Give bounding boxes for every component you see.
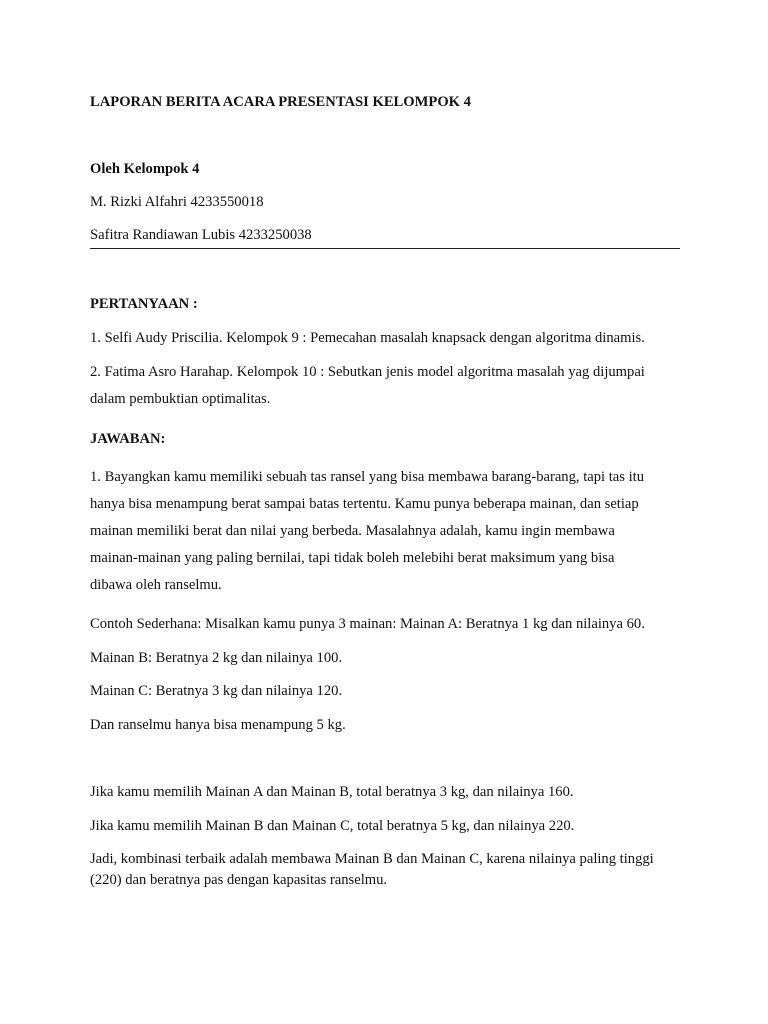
answer-1-line: mainan memiliki berat dan nilai yang berbeda. Masalahnya adalah, kamu ingin membawa [90,523,615,539]
capacity-statement: Dan ranselmu hanya bisa menampung 5 kg. [90,717,346,733]
questions-heading: PERTANYAAN : [90,296,198,312]
option-bc: Jika kamu memilih Mainan B dan Mainan C, total beratnya 5 kg, dan nilainya 220. [90,818,575,834]
author-heading: Oleh Kelompok 4 [90,161,200,177]
answer-1-line: dibawa oleh ranselmu. [90,577,222,593]
option-ab: Jika kamu memilih Mainan A dan Mainan B, total beratnya 3 kg, dan nilainya 160. [90,784,574,800]
example-intro: Contoh Sederhana: Misalkan kamu punya 3 mainan: Mainan A: Beratnya 1 kg dan nilainya 60. [90,616,645,632]
answer-1-line: mainan-mainan yang paling bernilai, tapi tidak boleh melebihi berat maksimum yang bisa [90,550,615,566]
member-line: Safitra Randiawan Lubis 4233250038 [90,227,312,243]
answers-heading: JAWABAN: [90,431,166,447]
example-item-b: Mainan B: Beratnya 2 kg dan nilainya 100. [90,650,343,666]
conclusion-line: Jadi, kombinasi terbaik adalah membawa Mainan B dan Mainan C, karena nilainya paling tinggi [90,851,654,867]
member-line: M. Rizki Alfahri 4233550018 [90,194,264,210]
horizontal-divider [90,248,680,249]
conclusion-line: (220) dan beratnya pas dengan kapasitas ranselmu. [90,872,388,888]
example-item-c: Mainan C: Beratnya 3 kg dan nilainya 120. [90,683,343,699]
question-2-line: dalam pembuktian optimalitas. [90,391,271,407]
answer-1-line: 1. Bayangkan kamu memiliki sebuah tas ransel yang bisa membawa barang-barang, tapi tas itu [90,469,644,485]
answer-1-line: hanya bisa menampung berat sampai batas tertentu. Kamu punya beberapa mainan, dan setiap [90,496,639,512]
question-2-line: 2. Fatima Asro Harahap. Kelompok 10 : Sebutkan jenis model algoritma masalah yag dijumpai [90,364,645,380]
document-title: LAPORAN BERITA ACARA PRESENTASI KELOMPOK 4 [90,94,471,110]
question-1: 1. Selfi Audy Priscilia. Kelompok 9 : Pemecahan masalah knapsack dengan algoritma dinamis. [90,330,645,346]
